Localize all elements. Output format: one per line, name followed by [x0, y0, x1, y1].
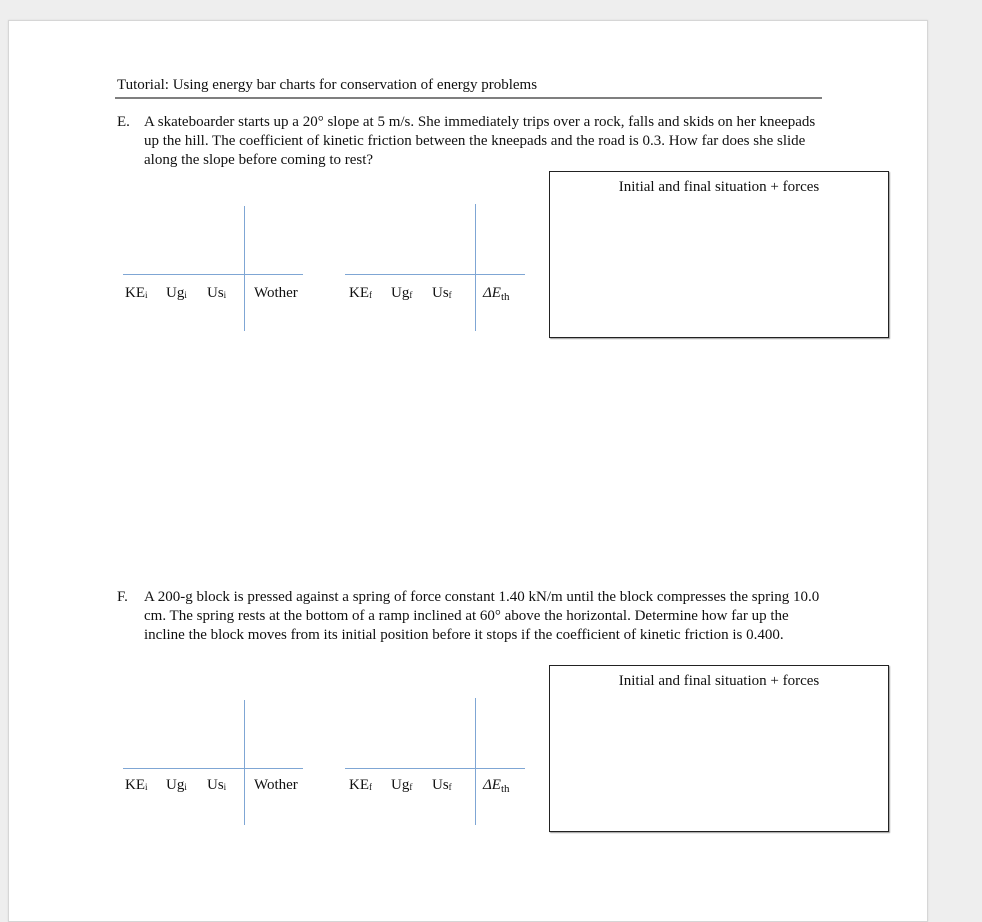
problem-text: A 200-g block is pressed against a spring of force constant 1.40 kN/m until the block compresses the spring 10.0 cm. The spring rests at the bottom of a ramp inclined at 60° above the horizontal. Determine how far up the incline the block moves from its initial position before it stops if the coefficient of kinetic friction is 0.400. [144, 589, 820, 643]
chart-baseline [345, 768, 525, 769]
chart-vertical-axis [475, 698, 476, 825]
label-us-initial: $Us_i$ [207, 777, 227, 793]
chart-vertical-axis [475, 204, 476, 331]
title-underline [115, 97, 822, 99]
problem-letter: E. [117, 114, 130, 130]
problem-text: A skateboarder starts up a 20° slope at 5 m/s. She immediately trips over a rock, falls and skids on her kneepads up the hill. The coefficient of kinetic friction between the kneepads and the road is 0.3. How far does she slide along the slope before coming to rest? [144, 114, 816, 168]
label-ke-initial: $KE_i$ [125, 285, 148, 301]
label-us-final: $Us_f$ [432, 285, 452, 301]
label-wother: Wother [254, 285, 298, 301]
label-wother: Wother [254, 777, 298, 793]
chart-baseline [345, 274, 525, 275]
label-ug-final: $Ug_f$ [391, 777, 413, 793]
chart-vertical-axis [244, 206, 245, 331]
label-ke-final: $KE_f$ [349, 777, 372, 793]
chart-baseline [123, 274, 303, 275]
label-ug-final: $Ug_f$ [391, 285, 413, 301]
page-title: Tutorial: Using energy bar charts for conservation of energy problems [117, 77, 538, 93]
chart-vertical-axis [244, 700, 245, 825]
chart-baseline [123, 768, 303, 769]
label-ug-initial: $Ug_i$ [166, 285, 187, 301]
label-delta-eth: $\Delta E_{th}$ [483, 777, 510, 795]
label-ug-initial: $Ug_i$ [166, 777, 187, 793]
box-caption: Initial and final situation + forces [618, 179, 820, 195]
box-caption: Initial and final situation + forces [618, 673, 820, 689]
situation-box-f[interactable] [549, 665, 889, 832]
label-delta-eth: $\Delta E_{th}$ [483, 285, 510, 303]
problem-letter: F. [117, 589, 128, 605]
label-us-initial: $Us_i$ [207, 285, 227, 301]
label-us-final: $Us_f$ [432, 777, 452, 793]
label-ke-final: $KE_f$ [349, 285, 372, 301]
label-ke-initial: $KE_i$ [125, 777, 148, 793]
document-page [8, 20, 928, 922]
problem-e [117, 113, 827, 170]
problem-f [117, 588, 827, 645]
situation-box-e[interactable] [549, 171, 889, 338]
